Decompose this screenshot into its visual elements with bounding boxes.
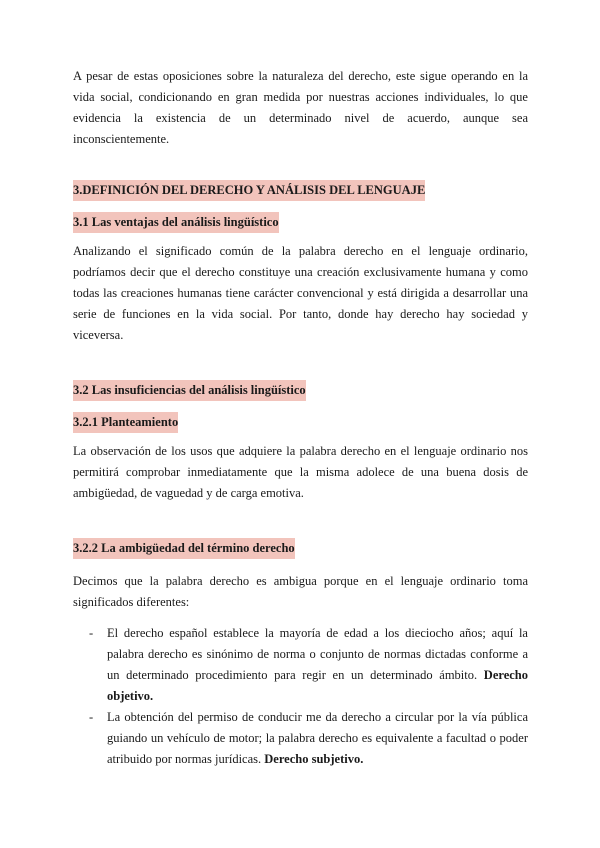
meanings-list — [73, 623, 528, 770]
section-3-2-heading-wrap — [73, 380, 528, 401]
list-item — [73, 623, 528, 707]
dash-bullet: - — [89, 626, 94, 640]
list-item-bold: Derecho subjetivo. — [264, 752, 364, 766]
list-item-bold: Derecho objetivo. — [107, 668, 528, 703]
section-3-heading-wrap — [73, 180, 528, 201]
section-3-2-1-body: La observación de los usos que adquiere la palabra derecho en el lenguaje ordinario nos permitirá comprobar inmediatamente que la misma adolece de una buena dosis de ambigüedad, de vaguedad y de carga emotiva. — [73, 444, 528, 500]
dash-bullet: - — [89, 710, 94, 724]
section-3-1-heading: 3.1 Las ventajas del análisis lingüístico — [73, 212, 279, 233]
section-3-1-heading-wrap — [73, 212, 528, 233]
section-3-2-1-heading: 3.2.1 Planteamiento — [73, 412, 178, 433]
section-3-2-2-body: Decimos que la palabra derecho es ambigua porque en el lenguaje ordinario toma significados diferentes: — [73, 574, 528, 609]
intro-paragraph: A pesar de estas oposiciones sobre la naturaleza del derecho, este sigue operando en la vida social, condicionando en gran medida por nuestras acciones individuales, lo que evidencia la existencia de un determinado nivel de acuerdo, aunque sea inconscientemente. — [73, 69, 528, 146]
section-3-1-body: Analizando el significado común de la palabra derecho en el lenguaje ordinario, podríamos decir que el derecho constituye una creación exclusivamente humana y como todas las creaciones humanas tiene carácter convencional y está dirigida a desarrollar una serie de funciones en la vida social. Por tanto, donde hay derecho hay sociedad y viceversa. — [73, 244, 528, 342]
list-item — [73, 707, 528, 770]
list-item-text: La obtención del permiso de conducir me da derecho a circular por la vía pública guiando un vehículo de motor; la palabra derecho es equivalente a facultad o poder atribuido por normas jurídicas. — [107, 710, 528, 766]
section-3-heading: 3.DEFINICIÓN DEL DERECHO Y ANÁLISIS DEL LENGUAJE — [73, 180, 425, 201]
section-3-2-2-heading-wrap — [73, 538, 528, 559]
section-3-2-2-heading: 3.2.2 La ambigüedad del término derecho — [73, 538, 295, 559]
section-3-2-heading: 3.2 Las insuficiencias del análisis lingüístico — [73, 380, 306, 401]
section-3-2-1-heading-wrap — [73, 412, 528, 433]
document-page — [73, 66, 528, 770]
list-item-text: El derecho español establece la mayoría de edad a los dieciocho años; aquí la palabra derecho es sinónimo de norma o conjunto de normas dictadas conforme a un determinado procedimiento para regir en un determinado ámbito. — [107, 626, 528, 682]
